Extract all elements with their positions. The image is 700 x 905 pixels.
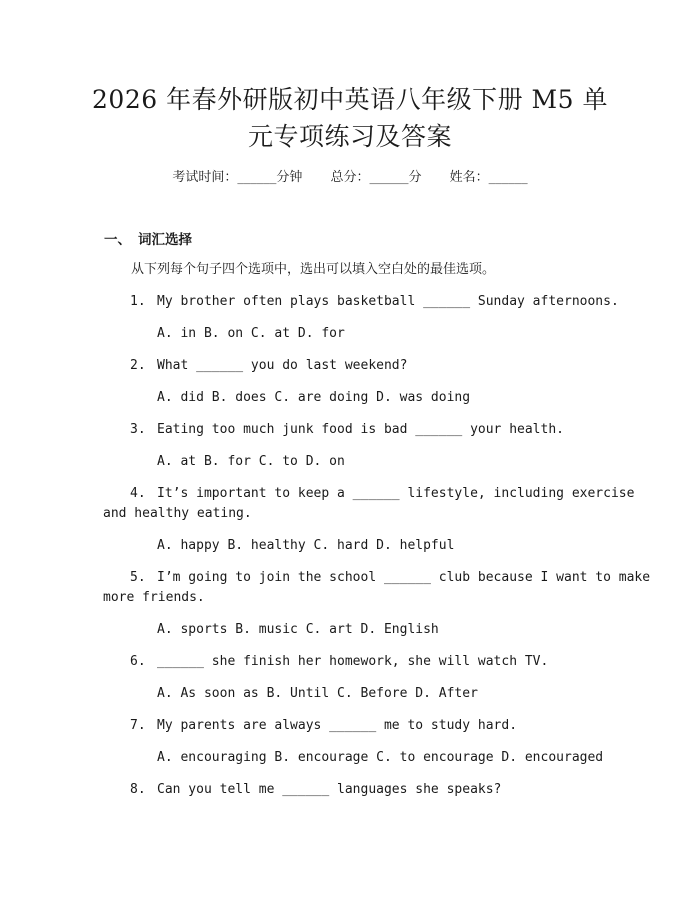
question-text: Can you tell me ______ languages she speaks? (157, 782, 502, 797)
exam-info (0, 168, 700, 188)
section-number: 一、 (104, 232, 131, 248)
question-6-options: A. As soon as B. Until C. Before D. After (157, 686, 478, 701)
question-4-continuation: and healthy eating. (103, 506, 252, 521)
question-2 (130, 356, 407, 376)
question-5-continuation: more friends. (103, 590, 205, 605)
question-text: I’m going to join the school ______ club because I want to make (157, 570, 651, 585)
question-number: 3. (130, 422, 146, 437)
question-text: My parents are always ______ me to study hard. (157, 718, 518, 733)
question-number: 2. (130, 358, 146, 373)
question-4-options: A. happy B. healthy C. hard D. helpful (157, 538, 455, 553)
question-7 (130, 716, 517, 736)
question-text: Eating too much junk food is bad ______ your health. (157, 422, 564, 437)
question-2-options: A. did B. does C. are doing D. was doing (157, 390, 471, 405)
question-text: What ______ you do last weekend? (157, 358, 408, 373)
section-title: 词汇选择 (138, 232, 192, 248)
question-number: 4. (130, 486, 146, 501)
question-number: 8. (130, 782, 146, 797)
question-4 (130, 484, 634, 504)
question-5 (130, 568, 650, 588)
question-3-options: A. at B. for C. to D. on (157, 454, 345, 469)
question-text: My brother often plays basketball ______ Sunday afternoons. (157, 294, 619, 309)
student-name: 姓名：______ (449, 170, 528, 185)
question-number: 6. (130, 654, 146, 669)
question-3 (130, 420, 564, 440)
question-text: It’s important to keep a ______ lifestyle, including exercise (157, 486, 635, 501)
question-8 (130, 780, 501, 800)
section-heading (104, 230, 192, 250)
question-text: ______ she finish her homework, she will watch TV. (157, 654, 549, 669)
question-5-options: A. sports B. music C. art D. English (157, 622, 439, 637)
document-title-line-2: 元专项练习及答案 (247, 122, 452, 151)
question-1 (130, 292, 619, 312)
question-6 (130, 652, 548, 672)
question-number: 1. (130, 294, 146, 309)
question-1-options: A. in B. on C. at D. for (157, 326, 345, 341)
document-title-line-1: 2026 年春外研版初中英语八年级下册 M5 单 (92, 85, 608, 114)
question-number: 5. (130, 570, 146, 585)
section-instruction: 从下列每个句子四个选项中，选出可以填入空白处的最佳选项。 (131, 262, 496, 277)
exam-time: 考试时间：______分钟 (172, 170, 303, 185)
question-7-options: A. encouraging B. encourage C. to encourage D. encouraged (157, 750, 604, 765)
total-score: 总分：______分 (330, 170, 422, 185)
question-number: 7. (130, 718, 146, 733)
